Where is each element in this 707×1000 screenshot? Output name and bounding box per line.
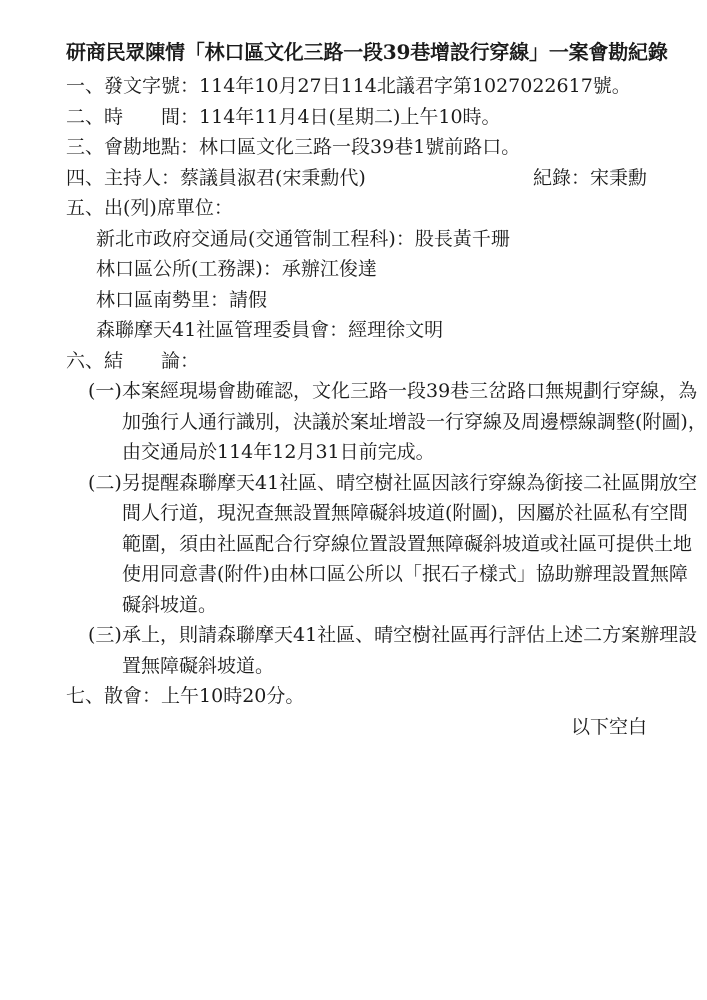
conclusion-point-2-line: 間人行道，現況查無設置無障礙斜坡道(附圖)，因屬於社區私有空間 (122, 502, 688, 524)
meeting-location-label: 三、會勘地點： (66, 136, 200, 158)
conclusion-point-2-marker: (二) (88, 471, 122, 494)
meeting-location-value: 林口區文化三路一段39巷1號前路口。 (199, 136, 521, 158)
chair-label: 四、主持人： (66, 166, 181, 189)
conclusion-point-1 (66, 376, 707, 468)
recorder-label: 紀錄： (532, 166, 590, 189)
conclusion-point-1-line: 加強行人通行識別，決議於案址增設一行穿線及周邊標線調整(附圖)， (122, 410, 707, 433)
recorder (533, 163, 647, 194)
adjournment-line (66, 681, 647, 712)
conclusion-point-2-line: 使用同意書(附件)由林口區公所以「抿石子樣式」協助辦理設置無障 (122, 563, 688, 585)
conclusion-point-3-line: 置無障礙斜坡道。 (122, 654, 275, 677)
doc-number-value: 114年10月27日114北議君字第1027022617號。 (199, 75, 631, 97)
attendee-unit: 森聯摩天41社區管理委員會：經理徐文明 (96, 319, 444, 341)
conclusion-point-3-line (88, 620, 698, 651)
chair-line (66, 163, 647, 194)
conclusion-text: 承上，則請森聯摩天41社區、晴空樹社區再行評估上述二方案辦理設 (122, 624, 698, 646)
conclusion-point-2-line: 範圍，須由社區配合行穿線位置設置無障礙斜坡道或社區可提供土地 (122, 532, 693, 555)
meeting-location-line (66, 132, 647, 163)
doc-number-label: 一、發文字號： (66, 75, 200, 97)
conclusion-point-1-line (88, 376, 698, 407)
document-title: 研商民眾陳情「林口區文化三路一段39巷增設行穿線」一案會勘紀錄 (66, 40, 668, 64)
conclusion-point-1-marker: (一) (88, 380, 122, 402)
conclusion-point-2-line (88, 468, 698, 499)
chair-value: 蔡議員淑君(宋秉勳代) (180, 166, 366, 189)
conclusion-point-3 (66, 620, 698, 681)
chair-left (66, 163, 366, 194)
recorder-value: 宋秉勳 (589, 166, 647, 189)
meeting-time-line (66, 102, 647, 133)
conclusion-text: 另提醒森聯摩天41社區、晴空樹社區因該行穿線為銜接二社區開放空 (122, 471, 698, 494)
adjournment-label: 七、散會： (66, 685, 162, 707)
conclusion-point-1-line: 由交通局於114年12月31日前完成。 (122, 441, 435, 463)
conclusion-point-3-marker: (三) (88, 624, 122, 646)
meeting-time-value: 114年11月4日(星期二)上午10時。 (199, 105, 501, 128)
conclusion-text: 本案經現場會勘確認，文化三路一段39巷三岔路口無規劃行穿線，為 (122, 380, 698, 402)
attendees-heading: 五、出(列)席單位： (66, 197, 233, 219)
attendee-unit: 林口區南勢里：請假 (96, 288, 268, 311)
doc-number-line (66, 71, 647, 102)
adjournment-value: 上午10時20分。 (161, 685, 305, 707)
conclusion-point-2-line: 礙斜坡道。 (122, 593, 218, 616)
meeting-time-label: 二、時 間： (66, 105, 200, 128)
blank-below-note: 以下空白 (570, 715, 647, 738)
conclusion-point-2 (66, 468, 698, 621)
attendee-unit: 林口區公所(工務課)：承辦江俊達 (96, 258, 377, 280)
conclusions-heading: 六、結 論： (66, 349, 200, 372)
attendee-unit: 新北市政府交通局(交通管制工程科)：股長黃千珊 (96, 227, 510, 250)
